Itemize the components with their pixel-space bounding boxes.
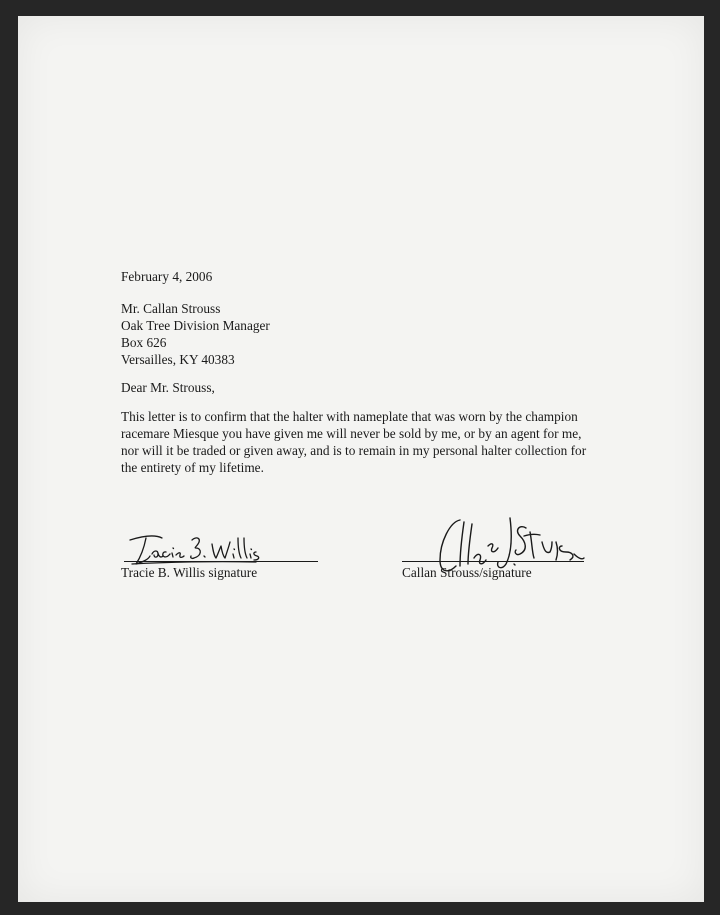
signature-line-left — [124, 561, 318, 562]
body-line: nor will it be traded or given away, and is to remain in my personal halter collection for — [121, 443, 587, 458]
body-line: This letter is to confirm that the halter with nameplate that was worn by the champion — [121, 409, 578, 424]
recipient-box: Box 626 — [121, 335, 167, 350]
recipient-name: Mr. Callan Strouss — [121, 301, 221, 316]
signature-caption-right: Callan Strouss/signature — [402, 565, 532, 580]
recipient-title: Oak Tree Division Manager — [121, 318, 270, 333]
recipient-address — [121, 300, 270, 368]
letter-date: February 4, 2006 — [121, 269, 213, 284]
body-line: racemare Miesque you have given me will never be sold by me, or by an agent for me, — [121, 426, 582, 441]
recipient-city: Versailles, KY 40383 — [121, 352, 235, 367]
letter-page — [18, 16, 704, 902]
signature-line-right — [402, 561, 584, 562]
body-line: the entirety of my lifetime. — [121, 460, 264, 475]
salutation: Dear Mr. Strouss, — [121, 380, 215, 395]
signature-caption-left: Tracie B. Willis signature — [121, 565, 258, 580]
letter-body — [121, 408, 586, 476]
